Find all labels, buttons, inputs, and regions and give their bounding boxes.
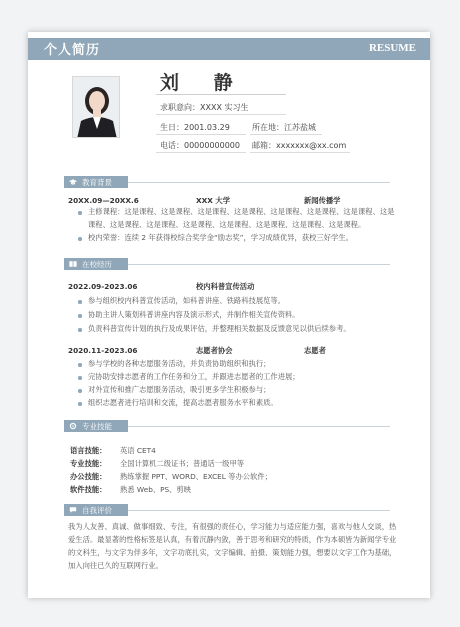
campus-org: 志愿者协会 [196, 346, 233, 355]
resume-title: 个人简历 [44, 43, 101, 58]
resume-label: RESUME [368, 42, 416, 54]
chat-bubble-icon [69, 506, 77, 514]
skill-label: 办公技能： [70, 472, 107, 481]
book-icon [69, 260, 77, 268]
campus-period: 2020.11-2023.06 [68, 346, 138, 355]
skill-value: 熟悉 Web、PS、剪映 [120, 485, 192, 494]
name-divider [156, 94, 286, 95]
skill-value: 熟练掌握 PPT、WORD、EXCEL 等办公软件； [120, 472, 272, 481]
section-title: 教育背景 [82, 178, 112, 187]
bullet-dot [78, 376, 82, 380]
campus-role: 志愿者 [304, 346, 326, 355]
skill-label: 语言技能： [70, 446, 107, 455]
section-title: 在校经历 [82, 260, 112, 269]
section-divider [128, 264, 390, 265]
job-intent-value: XXXX 实习生 [200, 103, 249, 112]
self-eval-line: 的文科生，与文字为伴多年，文字功底扎实，文字编辑、拍摄、策划能力强，想要以文字工作为基础， [68, 548, 397, 557]
skill-label: 软件技能： [70, 485, 107, 494]
section-header-self-eval [64, 504, 128, 516]
education-period: 20XX.09—20XX.6 [68, 196, 139, 205]
birthday-label: 生日： [160, 123, 184, 132]
skill-value: 英语 CET4 [120, 446, 156, 455]
section-header-skills [64, 420, 128, 432]
location [252, 122, 316, 133]
bullet-dot [78, 389, 82, 393]
job-intent-label: 求职意向： [160, 103, 200, 112]
bullet-dot [78, 328, 82, 332]
phone-value: 00000000000 [184, 141, 240, 150]
bullet-dot [78, 300, 82, 304]
self-eval-line: 加入向往已久的互联网行业。 [68, 561, 163, 570]
gear-icon [69, 422, 77, 430]
candidate-name: 刘 静 [160, 72, 247, 94]
info-divider [156, 152, 246, 153]
info-divider [250, 134, 322, 135]
section-divider [128, 426, 390, 427]
job-intent [160, 102, 248, 113]
graduation-cap-icon [69, 178, 77, 186]
list-item: 协助主讲人策划科普讲座内容及演示形式，并制作相关宣传资料。 [88, 310, 300, 319]
location-label: 所在地： [252, 123, 284, 132]
birthday-value: 2001.03.29 [184, 123, 230, 132]
location-value: 江苏盐城 [284, 123, 316, 132]
list-item: 完协助安排志愿者的工作任务和分工，并跟进志愿者的工作进展； [88, 372, 300, 381]
section-divider [128, 182, 390, 183]
email [252, 140, 346, 151]
list-item: 参与组织校内科普宣传活动，如科普讲座、铁路科技展览等。 [88, 296, 286, 305]
section-title: 自我评价 [82, 506, 112, 515]
info-divider [156, 114, 286, 115]
skill-value: 全国计算机二级证书；普通话一级甲等 [120, 459, 245, 468]
portrait-image [73, 77, 120, 138]
list-item: 课程、这是课程、这是课程、这是课程、这是课程、这是课程、这是课程、这是课程。 [88, 220, 366, 229]
list-item: 参与学校的各种志愿服务活动，并负责协助组织和执行； [88, 359, 271, 368]
list-item: 对外宣传和推广志愿服务活动，吸引更多学生积极参与； [88, 385, 271, 394]
profile-photo [72, 76, 120, 138]
birthday [160, 122, 230, 133]
email-label: 邮箱： [252, 141, 276, 150]
info-divider [250, 152, 350, 153]
resume-page [28, 32, 430, 598]
skill-label: 专业技能： [70, 459, 107, 468]
section-header-campus [64, 258, 128, 270]
list-item: 主修课程：这是课程、这是课程、这是课程、这是课程、这是课程、这是课程、这是课程、这是 [88, 207, 395, 216]
section-title: 专业技能 [82, 422, 112, 431]
email-value: xxxxxxx@xx.com [276, 141, 347, 150]
bullet-dot [78, 314, 82, 318]
education-major: 新闻传播学 [304, 196, 341, 205]
list-item: 组织志愿者进行培训和交流，提高志愿者服务水平和素质。 [88, 398, 278, 407]
section-divider [128, 510, 390, 511]
list-item: 校内荣誉：连续 2 年获得校综合奖学金“励志奖”，学习成绩优异，获校三好学生。 [88, 233, 353, 242]
bullet-dot [78, 237, 82, 241]
header-bar [28, 38, 430, 60]
section-header-education [64, 176, 128, 188]
phone [160, 140, 240, 151]
info-divider [156, 134, 246, 135]
self-eval-line: 我为人友善、真诚、做事细致、专注，有很强的责任心，学习能力与适应能力强，喜欢与他人交谈，热 [68, 522, 397, 531]
education-school: XXX 大学 [196, 196, 231, 205]
bullet-dot [78, 211, 82, 215]
list-item: 负责科普宣传计划的执行及成果评估，并整理相关数据及反馈意见以供后续参考。 [88, 324, 351, 333]
self-eval-line: 爱生活。最显著的性格标签是认真，有着沉静内敛，善于思考和研究的特质，作为本硕皆为新闻学专业 [68, 535, 397, 544]
phone-label: 电话： [160, 141, 184, 150]
campus-period: 2022.09-2023.06 [68, 282, 138, 291]
campus-org: 校内科普宣传活动 [196, 282, 255, 291]
bullet-dot [78, 402, 82, 406]
bullet-dot [78, 363, 82, 367]
